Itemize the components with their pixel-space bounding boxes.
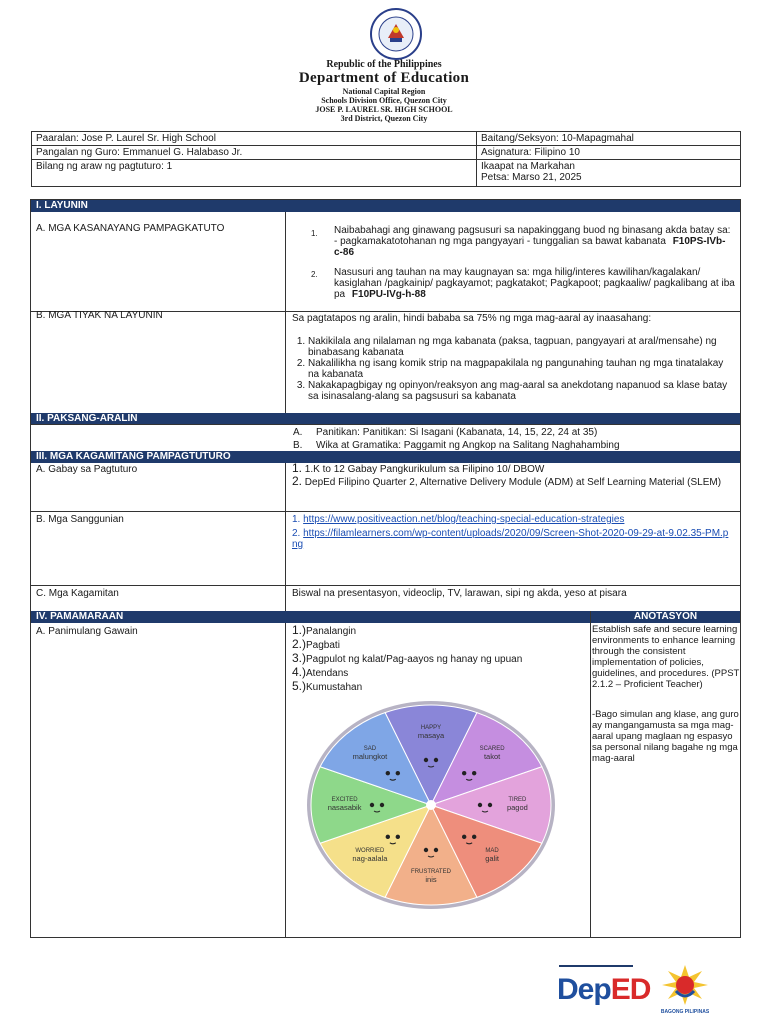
sanggunian-link-1-row (292, 514, 732, 525)
kagamitan-c-label: C. Mga Kagamitan (36, 588, 119, 599)
layunin-b1: 1. Nakikilala ang nilalaman ng mga kabanata (paksa, tagpuan, pangyayari at aral/mensahe) ng binabasang kabanata (308, 336, 728, 358)
layunin-a-label: A. MGA KASANAYANG PAMPAGKATUTO (36, 223, 225, 234)
anotasyon-text-2: -Bago simulan ang klase, ang guro ay mangangamusta sa mga mag-aaral upang maglaan ng espasyo sa personal nilang bagahe ng mga mag-aaral (592, 709, 739, 764)
wheel-label-en: FRUSTRATED (411, 869, 451, 875)
col-divider (285, 623, 286, 938)
layunin-b-list (290, 336, 728, 402)
paaralan-cell: Paaralan: Jose P. Laurel Sr. High School (32, 132, 477, 146)
step-item (292, 680, 522, 694)
row-divider (30, 511, 741, 512)
layunin-item1 (334, 225, 734, 258)
layunin-item2 (334, 267, 739, 300)
wheel-label-fil: takot (483, 752, 501, 762)
header-district: 3rd District, Quezon City (340, 114, 428, 123)
layunin-item2-code: F10PU-IVg-h-88 (351, 289, 426, 300)
wheel-label-en: HAPPY (420, 725, 442, 731)
step-num: 1.) (292, 623, 307, 637)
wheel-label-fil: pagod (506, 803, 528, 812)
wheel-label-en: SCARED (479, 746, 505, 753)
step-item (292, 652, 522, 666)
panimulang-steps (292, 624, 522, 694)
step-text: Pagbati (306, 640, 340, 651)
asignatura-cell: Asignatura: Filipino 10 (477, 146, 741, 160)
kagamitan-a-label: A. Gabay sa Pagtuturo (36, 464, 138, 475)
paksa-b-text: Wika at Gramatika: Paggamit ng Angkop na Salitang Naghahambing (316, 440, 620, 451)
paksa-heading: II. PAKSANG-ARALIN (36, 413, 138, 424)
wheel-label-en: TIRED (508, 797, 527, 803)
kagamitan-heading: III. MGA KAGAMITANG PAMPAGTUTURO (36, 451, 231, 462)
layunin-b3: 3. Nakakapagbigay ng opinyon/reaksyon ang mag-aaral sa anekdotang napanuod sa klase batay sa isinasalang-alang sa pagsusuri sa kabanata (308, 380, 728, 402)
step-item (292, 666, 522, 680)
step-item (292, 624, 522, 638)
kagamitan-b-label: B. Mga Sanggunian (36, 514, 124, 525)
paksa-a-text: Panitikan: Panitikan: Si Isagani (Kabanata, 14, 15, 22, 24 at 35) (316, 427, 598, 438)
step-text: Panalangin (306, 626, 357, 637)
sanggunian-link-2-row (292, 528, 732, 550)
col-divider (285, 212, 286, 413)
row-divider (30, 424, 741, 425)
layunin-item1-num: 1. (311, 229, 318, 238)
bilang-cell: Bilang ng araw ng pagtuturo: 1 (32, 160, 477, 187)
wheel-label-fil: malungkot (352, 752, 388, 762)
anotasyon-text-1: Establish safe and secure learning environments to enhance learning through the consistent implementation of policies, guidelines, and procedures. (PPST 2.1.2 – Proficient Teacher) (592, 624, 740, 690)
wheel-label-en: WORRIED (355, 847, 385, 854)
layunin-item2-text: Nasusuri ang tauhan na may kaugnayan sa: mga hilig/interes kawilihan/kagalakan/ kasiglahan /pagkainip/ pagkayamot; pagkatakot; Pagkapoot; pagkaaliw/ pagkalibang at iba pa (334, 267, 735, 300)
layunin-item1-text: Naibabahagi ang ginawang pagsusuri sa napakinggang buod ng binasang akda batay sa: - pagkamakatotohanan ng mga pangyayari - tunggalian sa bawat kabanata (334, 225, 731, 247)
wheel-label-en: SAD (363, 746, 377, 753)
layunin-item1-code: F10PS-IVb-c-86 (334, 236, 726, 258)
kagamitan-a2 (292, 476, 732, 488)
info-table (31, 131, 741, 187)
step-num: 4.) (292, 665, 307, 679)
baitang-cell: Baitang/Seksyon: 10-Mapagmahal (477, 132, 741, 146)
kagamitan-a1-text: 1.K to 12 Gabay Pangkurikulum sa Filipino 10/ DBOW (304, 464, 545, 475)
row-divider (30, 585, 741, 586)
kagamitan-c-text: Biswal na presentasyon, videoclip, TV, larawan, sipi ng akda, yeso at pisara (292, 588, 627, 599)
header-school: JOSE P. LAUREL SR. HIGH SCHOOL (315, 105, 453, 114)
step-item (292, 638, 522, 652)
kagamitan-a1-num: 1. (292, 461, 303, 475)
step-text: Atendans (306, 668, 349, 679)
paksa-b-num: B. (293, 440, 303, 451)
sanggunian-link-1[interactable]: https://www.positiveaction.net/blog/teaching-special-education-strategies (303, 514, 625, 525)
wheel-hub (426, 800, 436, 810)
layunin-b2: 2. Nakalilikha ng isang komik strip na magpapakilala ng pangunahing tauhan ng mga tinatalakay na kabanata (308, 358, 728, 380)
petsa-text: Petsa: Marso 21, 2025 (481, 172, 582, 183)
sanggunian-link-2[interactable]: https://filamlearners.com/wp-content/uploads/2020/09/Screen-Shot-2020-09-29-at-9.02.35-PM.png (292, 528, 729, 550)
wheel-label-fil: masaya (417, 731, 445, 740)
wheel-label-en: MAD (485, 847, 499, 854)
layunin-bar (31, 200, 740, 212)
header-department: Department of Education (298, 70, 470, 86)
markahan-text: Ikaapat na Markahan (481, 161, 575, 172)
step-num: 3.) (292, 651, 307, 665)
guro-cell: Pangalan ng Guro: Emmanuel G. Halabaso Jr. (32, 146, 477, 160)
paksa-a-num: A. (293, 427, 303, 438)
kagamitan-a2-text: DepEd Filipino Quarter 2, Alternative Delivery Module (ADM) at Self Learning Material (SLEM) (304, 477, 722, 488)
pamamaraan-heading: IV. PAMAMARAAN (36, 611, 124, 622)
wheel-label-fil: nasasabik (327, 803, 362, 812)
wheel-label-fil: nag-aalala (352, 853, 388, 863)
markahan-cell (477, 160, 741, 187)
anotasyon-heading: ANOTASYON (633, 611, 698, 622)
bagong-pilipinas-text: BAGONG PILIPINAS (660, 1009, 710, 1015)
anotasyon-divider (590, 611, 591, 938)
wheel-label-fil: galit (485, 853, 499, 863)
layunin-item2-num: 2. (311, 270, 318, 279)
link1-num: 1. (292, 514, 301, 525)
deped-logo-dep: Dep (557, 973, 611, 1006)
deped-logo-ed: ED (610, 973, 651, 1006)
link2-num: 2. (292, 528, 301, 539)
step-num: 2.) (292, 637, 307, 651)
header-division: Schools Division Office, Quezon City (321, 96, 447, 105)
col-divider (285, 463, 286, 611)
step-text: Kumustahan (306, 682, 363, 693)
layunin-b-label: B. MGA TIYAK NA LAYUNIN (36, 310, 163, 321)
wheel-label-fil: inis (425, 875, 437, 884)
layunin-b-intro: Sa pagtatapos ng aralin, hindi bababa sa 75% ng mga mag-aaral ay inaasahang: (292, 313, 652, 324)
step-text: Pagpulot ng kalat/Pag-aayos ng hanay ng upuan (306, 654, 523, 665)
deped-seal (361, 8, 431, 60)
header-republic: Republic of the Philippines (326, 59, 442, 70)
pamamaraan-bar (31, 611, 740, 623)
kagamitan-a2-num: 2. (292, 474, 303, 488)
kagamitan-bar (31, 451, 740, 463)
layunin-heading: I. LAYUNIN (36, 200, 88, 211)
kagamitan-a1 (292, 463, 544, 475)
emotion-wheel (299, 700, 559, 915)
bagong-pilipinas-logo (658, 963, 712, 1019)
wheel-label-en: EXCITED (331, 797, 358, 803)
step-num: 5.) (292, 679, 307, 693)
header-region: National Capital Region (342, 87, 426, 96)
pamamaraan-a-label: A. Panimulang Gawain (36, 626, 138, 637)
